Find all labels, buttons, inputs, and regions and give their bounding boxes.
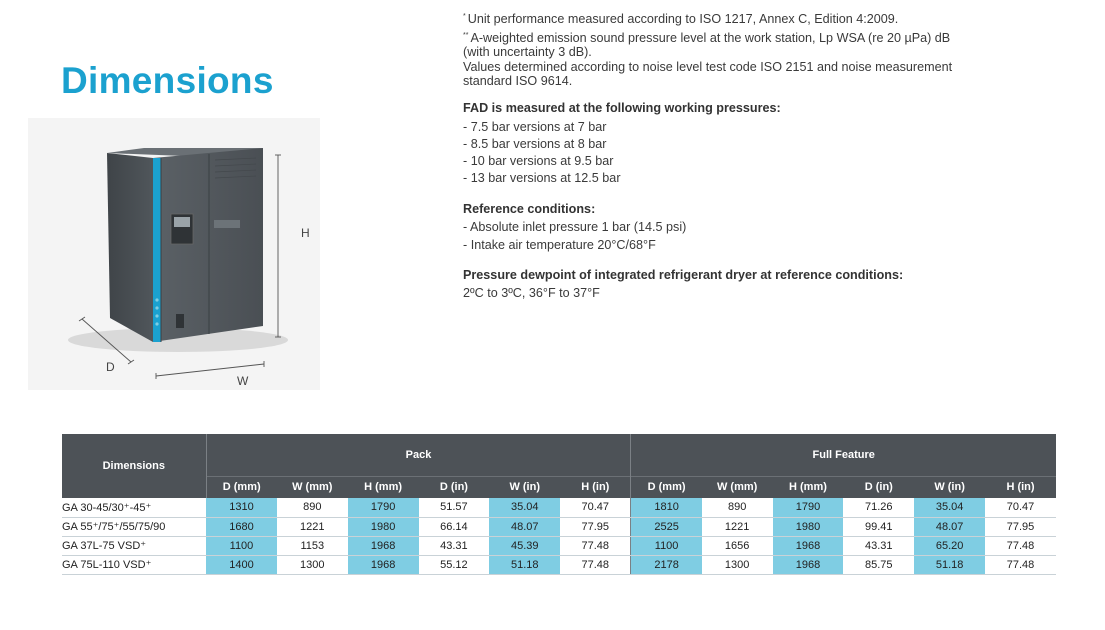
table-cell: 70.47 (560, 498, 631, 517)
table-cell: 1810 (631, 498, 702, 517)
table-cell: 1400 (206, 555, 277, 574)
table-cell: 1153 (277, 536, 348, 555)
note-values: Values determined according to noise level test code ISO 2151 and noise measurement (463, 59, 953, 74)
compressor-illustration (28, 118, 320, 390)
table-cell: 1980 (348, 517, 419, 536)
table-cell: 77.48 (560, 536, 631, 555)
table-cell: 1968 (773, 555, 844, 574)
fad-item: - 10 bar versions at 9.5 bar (463, 154, 614, 169)
table-cell: 890 (702, 498, 773, 517)
table-cell: 77.95 (985, 517, 1056, 536)
table-cell: 1221 (702, 517, 773, 536)
table-cell: 77.95 (560, 517, 631, 536)
table-cell: 1790 (773, 498, 844, 517)
table-cell: 45.39 (489, 536, 560, 555)
page-title: Dimensions (61, 60, 274, 101)
row-label: GA 30-45/30⁺-45⁺ (62, 498, 206, 517)
full-feature-header: Full Feature (631, 434, 1056, 476)
depth-label: D (106, 360, 115, 374)
compressor-figure (28, 118, 320, 390)
table-row (62, 517, 1056, 536)
table-cell: 51.18 (489, 555, 560, 574)
fad-item: - 13 bar versions at 12.5 bar (463, 171, 621, 186)
column-header: D (mm) (206, 476, 277, 498)
table-cell: 43.31 (419, 536, 490, 555)
table-cell: 1100 (631, 536, 702, 555)
table-cell: 66.14 (419, 517, 490, 536)
table-cell: 1980 (773, 517, 844, 536)
note-iso: * Unit performance measured according to ISO 1217, Annex C, Edition 4:2009. (463, 12, 899, 26)
table-cell: 48.07 (914, 517, 985, 536)
column-header: H (in) (985, 476, 1056, 498)
table-cell: 1656 (702, 536, 773, 555)
table-cell: 51.18 (914, 555, 985, 574)
column-header-row (62, 476, 1056, 498)
table-row (62, 555, 1056, 574)
table-cell: 43.31 (843, 536, 914, 555)
column-header: W (in) (489, 476, 560, 498)
table-cell: 99.41 (843, 517, 914, 536)
table-cell: 48.07 (489, 517, 560, 536)
table-cell: 77.48 (985, 536, 1056, 555)
note-values-cont: standard ISO 9614. (463, 74, 573, 89)
table-cell: 55.12 (419, 555, 490, 574)
table-row (62, 536, 1056, 555)
fad-heading: FAD is measured at the following working pressures: (463, 100, 781, 115)
column-header: W (in) (914, 476, 985, 498)
table-cell: 1310 (206, 498, 277, 517)
dewpoint-text: 2ºC to 3ºC, 36°F to 37°F (463, 285, 600, 300)
row-label: GA 37L-75 VSD⁺ (62, 536, 206, 555)
table-cell: 2178 (631, 555, 702, 574)
table-cell: 77.48 (985, 555, 1056, 574)
fad-item: - 8.5 bar versions at 8 bar (463, 136, 607, 151)
table-cell: 1300 (277, 555, 348, 574)
table-cell: 85.75 (843, 555, 914, 574)
reference-item: - Absolute inlet pressure 1 bar (14.5 psi) (463, 220, 687, 235)
row-label: GA 55⁺/75⁺/55/75/90 (62, 517, 206, 536)
column-header: D (mm) (631, 476, 702, 498)
fad-item: - 7.5 bar versions at 7 bar (463, 119, 607, 134)
column-header: H (in) (560, 476, 631, 498)
table-cell: 70.47 (985, 498, 1056, 517)
table-cell: 35.04 (914, 498, 985, 517)
table-cell: 1680 (206, 517, 277, 536)
reference-heading: Reference conditions: (463, 201, 596, 216)
table-body (62, 498, 1056, 574)
row-label: GA 75L-110 VSD⁺ (62, 555, 206, 574)
notes-section (463, 10, 1023, 301)
column-header: H (mm) (773, 476, 844, 498)
note-sound: ** A-weighted emission sound pressure level at the work station, Lp WSA (re 20 µPa) dB (463, 30, 951, 45)
table-row (62, 498, 1056, 517)
table-cell: 1968 (348, 555, 419, 574)
table-cell: 1221 (277, 517, 348, 536)
table-cell: 1300 (702, 555, 773, 574)
dewpoint-heading: Pressure dewpoint of integrated refrigerant dryer at reference conditions: (463, 267, 904, 282)
column-header: H (mm) (348, 476, 419, 498)
table-cell: 35.04 (489, 498, 560, 517)
table-cell: 1968 (348, 536, 419, 555)
table-cell: 77.48 (560, 555, 631, 574)
pack-header: Pack (206, 434, 631, 476)
column-header: D (in) (419, 476, 490, 498)
dimensions-table (62, 434, 1056, 575)
table-cell: 2525 (631, 517, 702, 536)
table-cell: 1100 (206, 536, 277, 555)
note-sound-cont: (with uncertainty 3 dB). (463, 45, 592, 60)
column-header: W (mm) (277, 476, 348, 498)
height-label: H (301, 226, 310, 240)
column-header: W (mm) (702, 476, 773, 498)
table-cell: 1968 (773, 536, 844, 555)
table-cell: 1790 (348, 498, 419, 517)
reference-item: - Intake air temperature 20°C/68°F (463, 237, 656, 252)
table-cell: 71.26 (843, 498, 914, 517)
table-cell: 890 (277, 498, 348, 517)
width-label: W (237, 374, 249, 388)
table-cell: 51.57 (419, 498, 490, 517)
dimensions-header: Dimensions (62, 434, 206, 498)
column-header: D (in) (843, 476, 914, 498)
table-cell: 65.20 (914, 536, 985, 555)
